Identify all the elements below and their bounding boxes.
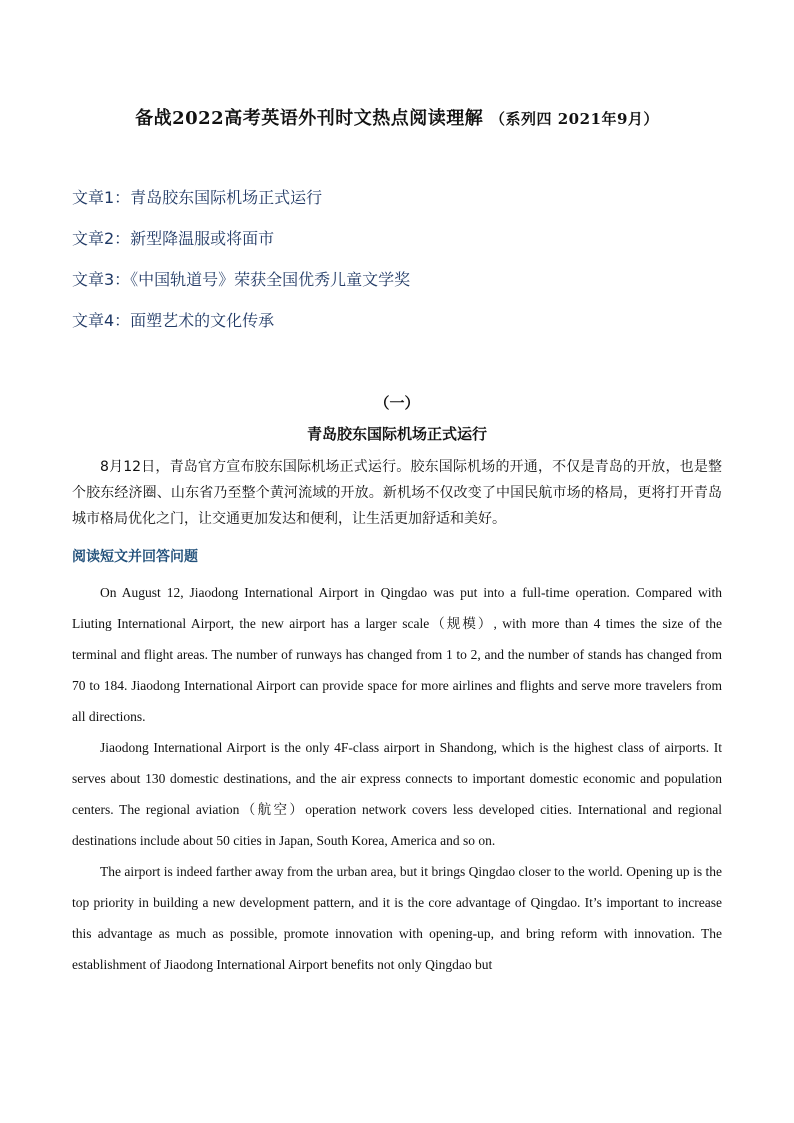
- section-title: 青岛胶东国际机场正式运行: [306, 425, 487, 443]
- title-main: 备战2022高考英语外刊时文热点阅读理解: [135, 108, 484, 129]
- article-list: [72, 186, 732, 350]
- reading-instruction: 阅读短文并回答问题: [72, 549, 198, 565]
- english-passage: [72, 577, 722, 980]
- passage-paragraph-1: On August 12, Jiaodong International Airport in Qingdao was put into a full-time operation. Compared with Liuting International Airport, the new airport has a larger scale（规模）, with more than 4 times the size of the terminal and flight areas. The number of runways has changed from 1 to 2, and the number of stands has changed from 70 to 184. Jiaodong International Airport can provide space for more airlines and flights and serve more travelers from all directions.: [72, 585, 722, 724]
- article-item-2: 文章2：新型降温服或将面市: [72, 229, 275, 248]
- article-item-4: 文章4：面塑艺术的文化传承: [72, 311, 275, 330]
- passage-paragraph-2: Jiaodong International Airport is the only 4F-class airport in Shandong, which is the highest class of airports. It serves about 130 domestic destinations, and the air express connects to important domestic economic and population centers. The regional aviation（航空）operation network covers less developed cities. International and regional destinations include about 50 cities in Japan, South Korea, America and so on.: [72, 740, 722, 848]
- chinese-intro: 8月12日，青岛官方宣布胶东国际机场正式运行。胶东国际机场的开通，不仅是青岛的开放，也是整个胶东经济圈、山东省乃至整个黄河流域的开放。新机场不仅改变了中国民航市场的格局，更将打开青岛城市格局优化之门，让交通更加发达和便利，让生活更加舒适和美好。: [72, 459, 722, 527]
- title-series: （系列四 2021年9月）: [489, 110, 659, 128]
- passage-paragraph-3: The airport is indeed farther away from the urban area, but it brings Qingdao closer to the world. Opening up is the top priority in building a new development pattern, and it is the core advantage of Qingdao. It’s important to increase this advantage as much as possible, promote innovation with opening-up, and bring reform with innovation. The establishment of Jiaodong International Airport benefits not only Qingdao but: [72, 864, 722, 972]
- section-number: （一）: [374, 394, 420, 412]
- page-title: [0, 104, 794, 130]
- article-item-3: 文章3：《中国轨道号》荣获全国优秀儿童文学奖: [72, 270, 411, 289]
- article-item-1: 文章1：青岛胶东国际机场正式运行: [72, 188, 323, 207]
